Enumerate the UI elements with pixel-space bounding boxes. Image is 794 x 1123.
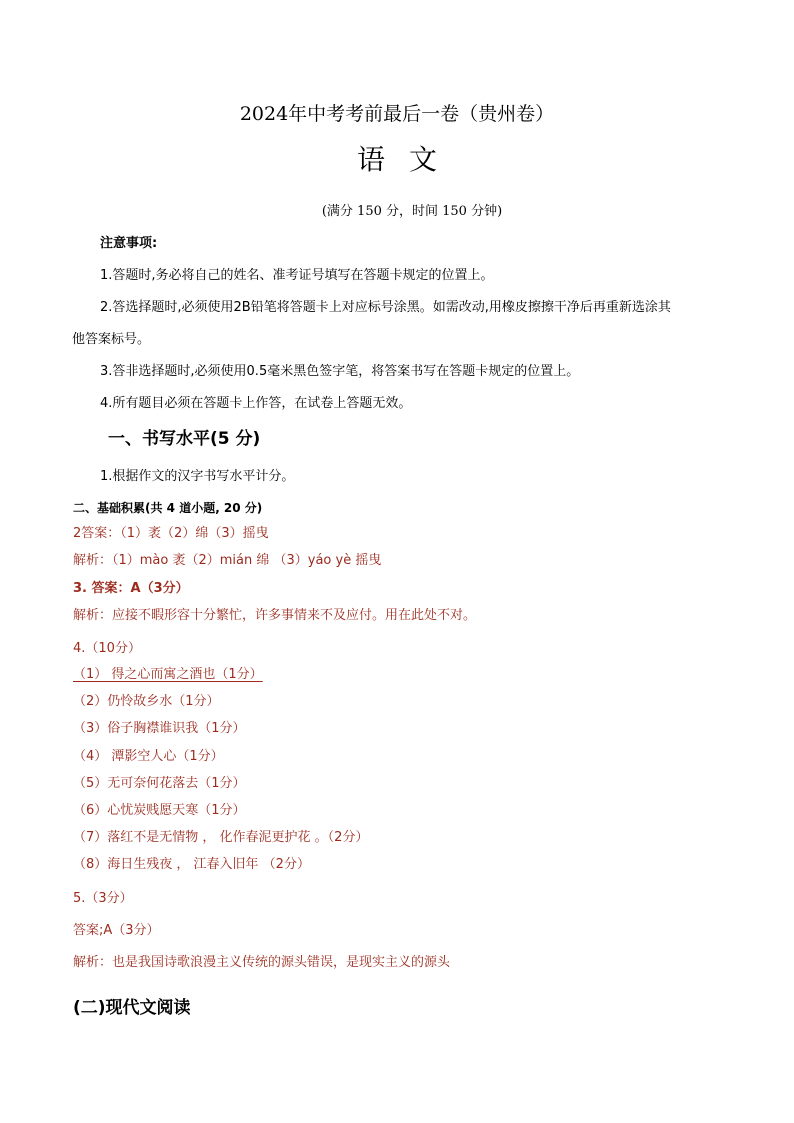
q4-item-6: （6）心忧炭贱愿天寒（1分）	[73, 803, 246, 818]
q4-item-5: （5）无可奈何花落去（1分）	[73, 776, 246, 791]
notice-item-2-cont: 他答案标号。	[72, 332, 151, 347]
q4-item-7: （7）落红不是无情物 ， 化作春泥更护花 。（2分）	[73, 830, 369, 845]
q3-analysis: 解析：应接不暇形容十分繁忙，许多事情来不及应付。用在此处不对。	[73, 608, 477, 623]
notice-item-4: 4.所有题目必须在答题卡上作答，在试卷上答题无效。	[100, 396, 412, 411]
q5-heading: 5.（3分）	[73, 891, 133, 906]
section3-heading: (二)现代文阅读	[73, 998, 191, 1018]
q4-item-1: （1） 得之心而寓之酒也（1分）	[73, 667, 263, 682]
exam-title: 2024年中考考前最后一卷（贵州卷）	[239, 103, 555, 125]
exam-meta: (满分 150 分，时间 150 分钟)	[321, 204, 503, 219]
notice-item-1: 1.答题时,务必将自己的姓名、准考证号填写在答题卡规定的位置上。	[100, 268, 494, 283]
q5-analysis: 解析：也是我国诗歌浪漫主义传统的源头错误，是现实主义的源头	[73, 955, 451, 970]
q2-answer: 2答案：（1）袤（2）绵（3）摇曳	[73, 526, 269, 541]
q4-heading: 4.（10分）	[73, 641, 141, 656]
q3-answer: 3. 答案：A（3分）	[73, 581, 189, 596]
subject-title: 语文	[356, 143, 461, 176]
q5-answer: 答案;A（3分）	[73, 923, 160, 938]
notice-item-3: 3.答非选择题时,必须使用0.5毫米黑色签字笔，将答案书写在答题卡规定的位置上。	[100, 364, 580, 379]
notice-heading: 注意事项:	[100, 236, 158, 251]
section1-item: 1.根据作文的汉字书写水平计分。	[100, 469, 295, 484]
q4-item-3: （3）俗子胸襟谁识我（1分）	[73, 721, 246, 736]
section2-heading: 二、基础积累(共 4 道小题, 20 分)	[73, 501, 263, 515]
section1-heading: 一、书写水平(5 分)	[108, 429, 261, 449]
q2-analysis: 解析：（1）mào 袤（2）mián 绵 （3）yáo yè 摇曳	[73, 553, 382, 568]
notice-item-2: 2.答选择题时,必须使用2B铅笔将答题卡上对应标号涂黑。如需改动,用橡皮擦擦干净后再重新选涂其	[100, 300, 671, 315]
q4-item-4: （4） 潭影空人心（1分）	[73, 749, 224, 764]
q4-item-8: （8）海日生残夜 ， 江春入旧年 （2分）	[73, 857, 310, 872]
q4-item-2: （2）仍怜故乡水（1分）	[73, 694, 220, 709]
